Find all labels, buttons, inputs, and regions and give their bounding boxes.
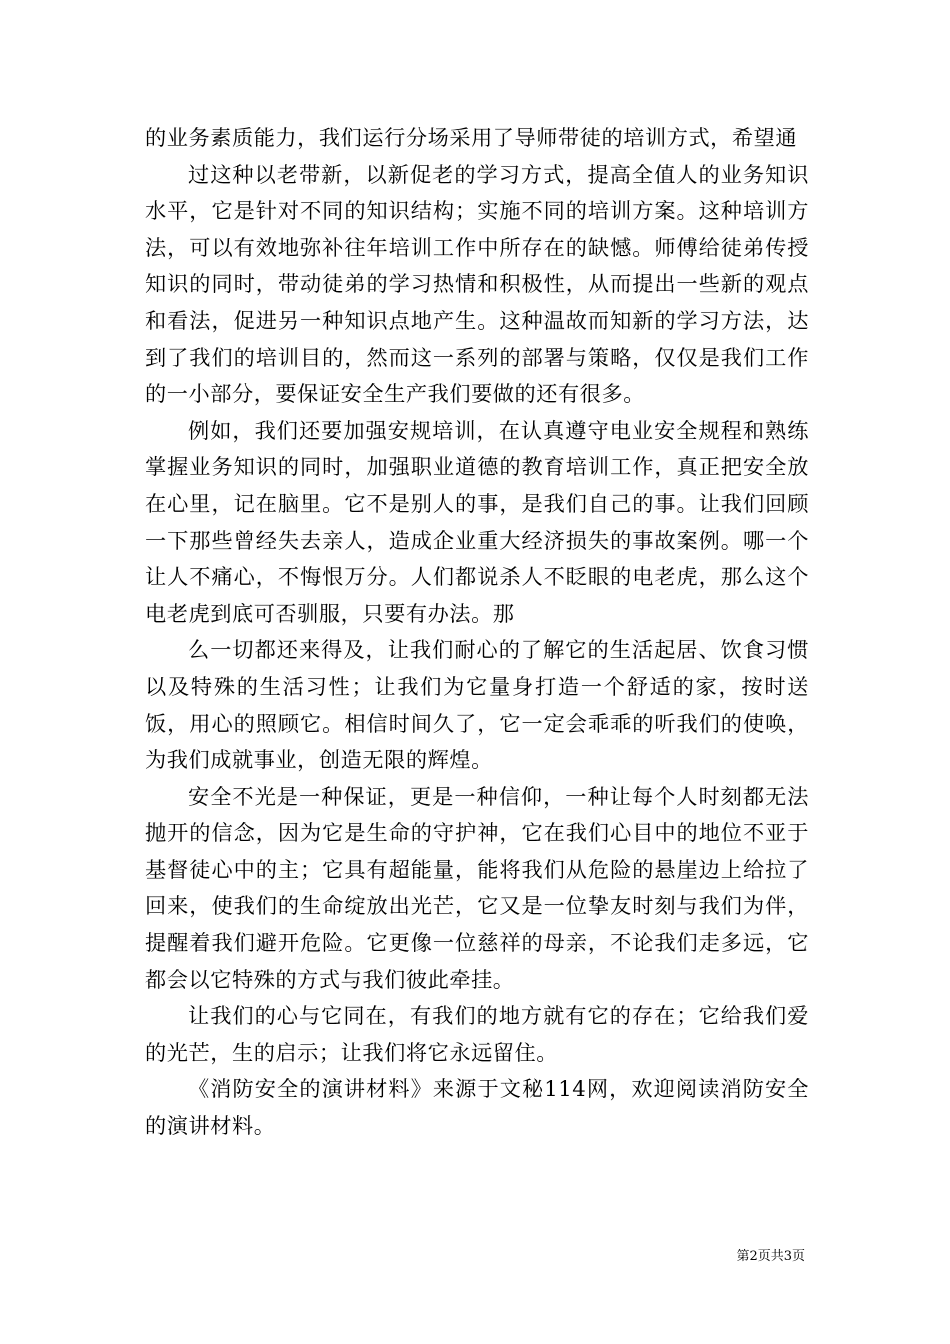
paragraph-7: 《消防安全的演讲材料》来源于文秘114网，欢迎阅读消防安全的演讲材料。 <box>145 1076 809 1139</box>
paragraph-1: 的业务素质能力，我们运行分场采用了导师带徒的培训方式，希望通 <box>145 125 798 150</box>
document-body <box>145 120 809 1145</box>
paragraph-2: 过这种以老带新，以新促老的学习方式，提高全值人的业务知识水平，它是针对不同的知识结构；实施不同的培训方案。这种培训方法，可以有效地弥补往年培训工作中所存在的缺憾。师傅给徒弟传授知识的同时，带动徒弟的学习热情和积极性，从而提出一些新的观点和看法，促进另一种知识点地产生。这种温故而知新的学习方法，达到了我们的培训目的，然而这一系列的部署与策略，仅仅是我们工作的一小部分，要保证安全生产我们要做的还有很多。 <box>145 161 809 407</box>
paragraph-6: 让我们的心与它同在，有我们的地方就有它的存在；它给我们爱的光芒，生的启示；让我们将它永远留住。 <box>145 1003 809 1065</box>
page-number-footer: 第2页共3页 <box>736 1249 805 1264</box>
paragraph-5: 安全不光是一种保证，更是一种信仰，一种让每个人时刻都无法抛开的信念，因为它是生命的守护神，它在我们心目中的地位不亚于基督徒心中的主；它具有超能量，能将我们从危险的悬崖边上给拉了回来，使我们的生命绽放出光芒，它又是一位挚友时刻与我们为伴，提醒着我们避开危险。它更像一位慈祥的母亲，不论我们走多远，它都会以它特殊的方式与我们彼此牵挂。 <box>145 783 809 992</box>
paragraph-4: 么一切都还来得及，让我们耐心的了解它的生活起居、饮食习惯以及特殊的生活习性；让我们为它量身打造一个舒适的家，按时送饭，用心的照顾它。相信时间久了，它一定会乖乖的听我们的使唤，为我们成就事业，创造无限的辉煌。 <box>145 637 809 773</box>
paragraph-3: 例如，我们还要加强安规培训，在认真遵守电业安全规程和熟练掌握业务知识的同时，加强职业道德的教育培训工作，真正把安全放在心里，记在脑里。它不是别人的事，是我们自己的事。让我们回顾一下那些曾经失去亲人，造成企业重大经济损失的事故案例。哪一个让人不痛心，不悔恨万分。人们都说杀人不眨眼的电老虎，那么这个电老虎到底可否驯服，只要有办法。那 <box>145 417 809 626</box>
